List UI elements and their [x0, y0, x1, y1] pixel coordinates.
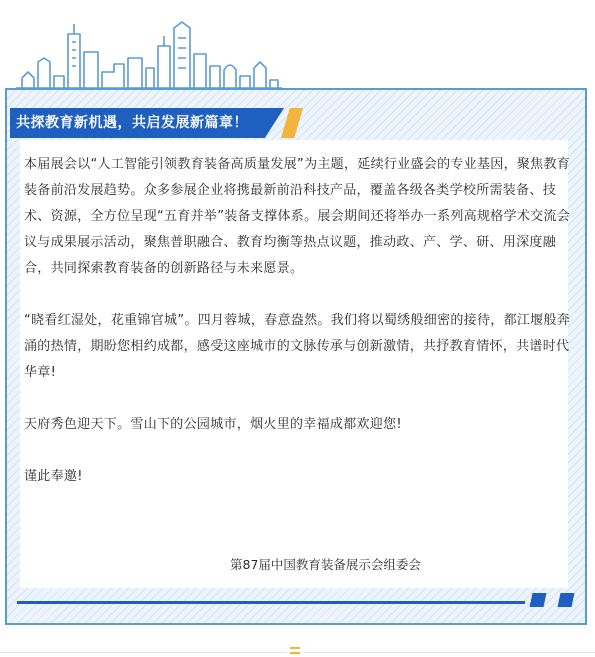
paragraph-intro: 本届展会以“人工智能引领教育装备高质量发展”为主题，延续行业盛会的专业基因，聚焦教育装备前沿发展趋势。众多参展企业将携最新前沿科技产品，覆盖各级各类学校所需装备、技术、资源，全方位呈现“五育并举”装备支撑体系。展会期间还将举办一系列高规格学术交流会议与成果展示活动，聚焦普职融合、教育均衡等热点议题，推动政、产、学、研、用深度融合，共同探索教育装备的创新路径与未来愿景。	[24, 157, 571, 276]
bottom-menu-mark-icon	[287, 643, 303, 657]
decorative-square-1	[530, 593, 547, 607]
decorative-square-2	[558, 593, 575, 607]
city-skyline-illustration	[14, 18, 284, 90]
signature: 第87届中国教育装备展示会组委会	[230, 557, 421, 572]
banner-title: 共探教育新机遇，共启发展新篇章！	[16, 115, 248, 131]
paragraph-tianfu: 天府秀色迎天下。雪山下的公园城市，烟火里的幸福成都欢迎您!	[24, 417, 402, 432]
paragraph-welcome: “晓看红湿处，花重锦官城”。四月蓉城，春意盎然。我们将以蜀绣般细密的接待，都江堰般奔涌的热情，期盼您相约成都，感受这座城市的文脉传承与创新激情，共抒教育情怀，共谱时代华章!	[24, 313, 571, 380]
paragraph-closing: 谨此奉邀!	[24, 469, 83, 484]
invitation-body	[24, 152, 572, 516]
footer-divider-bar	[17, 601, 525, 604]
